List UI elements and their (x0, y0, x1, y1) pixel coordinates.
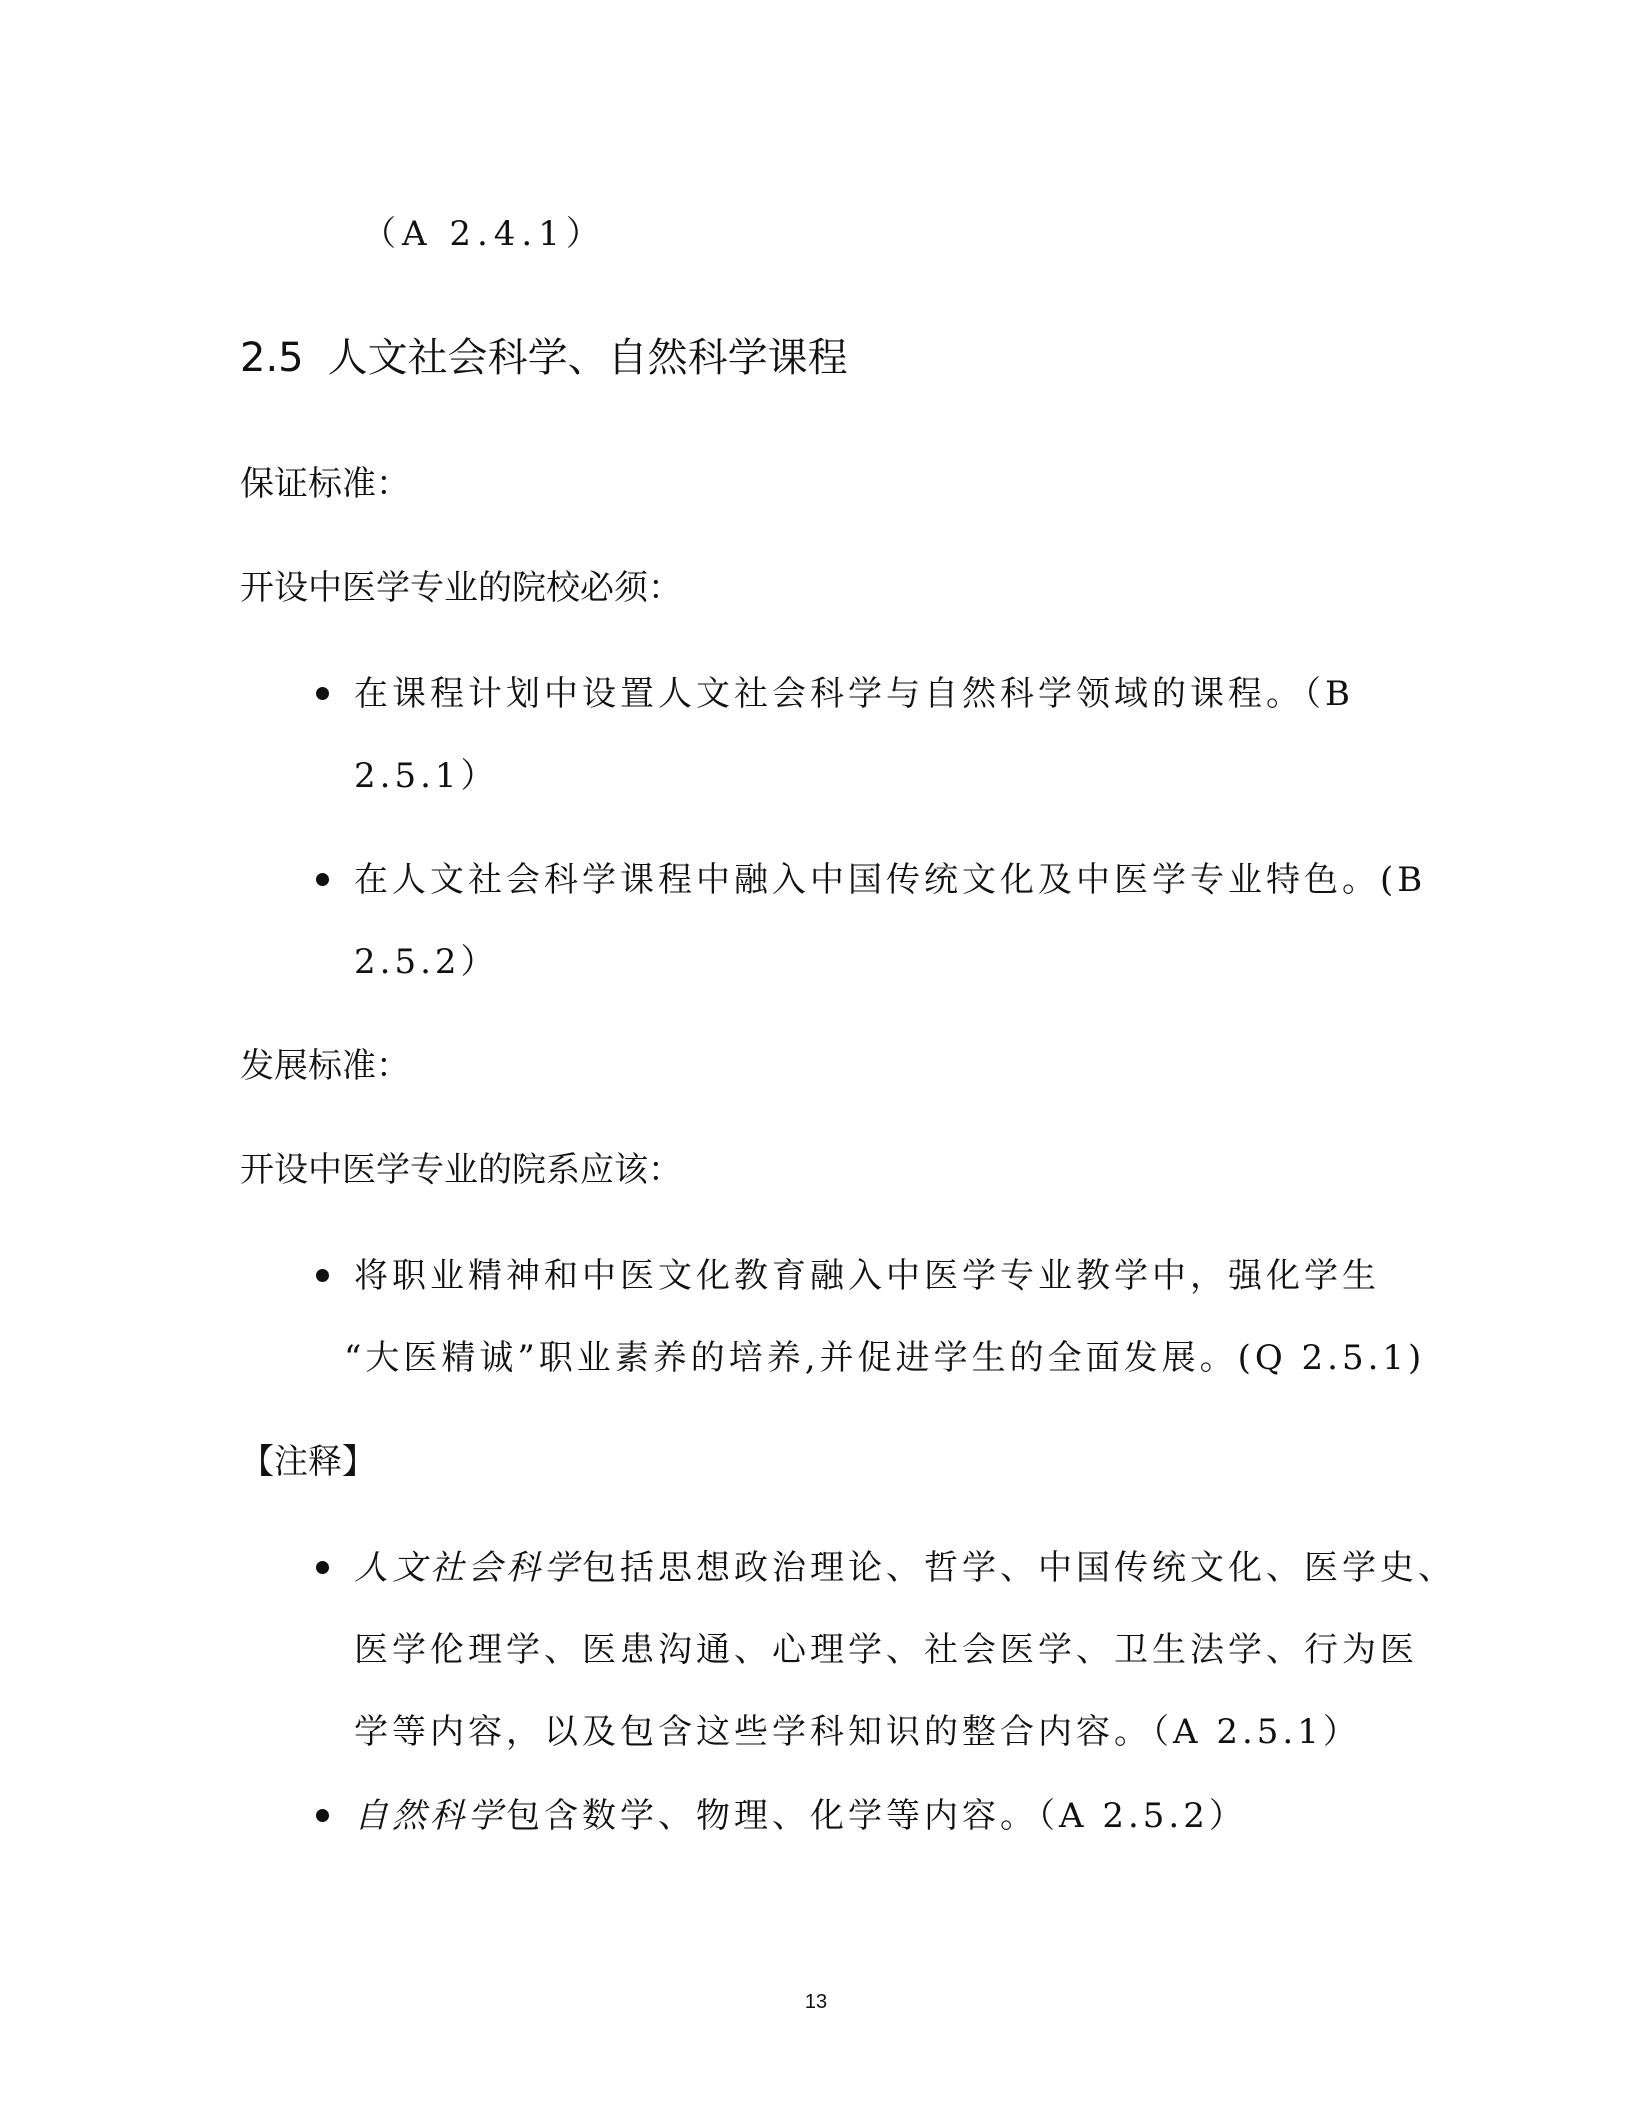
section-title: 人文社会科学、自然科学课程 (327, 335, 848, 381)
bullet-icon (316, 1269, 329, 1282)
development-standard-intro: 开设中医学专业的院系应该： (240, 1150, 682, 1190)
basic-item-2-line-2: 2.5.2） (354, 942, 499, 982)
bullet-icon (316, 1809, 329, 1822)
development-item-1-line-2: “大医精诚”职业素养的培养,并促进学生的全面发展。(Q 2.5.1) (344, 1338, 1426, 1378)
basic-item-2-line-1: 在人文社会科学课程中融入中国传统文化及中医学专业特色。(B (354, 860, 1427, 900)
section-number: 2.5 (240, 335, 304, 381)
note-item-1-line-1 (354, 1548, 1456, 1588)
section-heading (240, 334, 848, 382)
basic-item-1-line-2: 2.5.1） (354, 756, 499, 796)
notes-label: 【注释】 (240, 1442, 376, 1482)
note-term: 人文社会科学 (354, 1548, 582, 1588)
bullet-icon (316, 1561, 329, 1574)
basic-standard-label: 保证标准： (240, 464, 410, 504)
bullet-icon (316, 687, 329, 700)
basic-item-1-line-1: 在课程计划中设置人文社会科学与自然科学领域的课程。（B (354, 674, 1354, 714)
note-term: 自然科学 (354, 1796, 506, 1836)
note-item-1-line-2: 医学伦理学、医患沟通、心理学、社会医学、卫生法学、行为医 (354, 1630, 1418, 1670)
previous-reference: （A 2.4.1） (362, 214, 606, 254)
note-item-1-line-3: 学等内容，以及包含这些学科知识的整合内容。（A 2.5.1） (354, 1712, 1361, 1752)
note-text: 包括思想政治理论、哲学、中国传统文化、医学史、 (582, 1548, 1456, 1588)
basic-standard-intro: 开设中医学专业的院校必须： (240, 568, 682, 608)
development-standard-label: 发展标准： (240, 1046, 410, 1086)
note-text: 包含数学、物理、化学等内容。（A 2.5.2） (506, 1796, 1247, 1836)
note-item-2-line-1 (354, 1796, 1247, 1836)
page-number: 13 (804, 1991, 828, 2013)
bullet-icon (316, 873, 329, 886)
development-item-1-line-1: 将职业精神和中医文化教育融入中医学专业教学中，强化学生 (354, 1256, 1380, 1296)
